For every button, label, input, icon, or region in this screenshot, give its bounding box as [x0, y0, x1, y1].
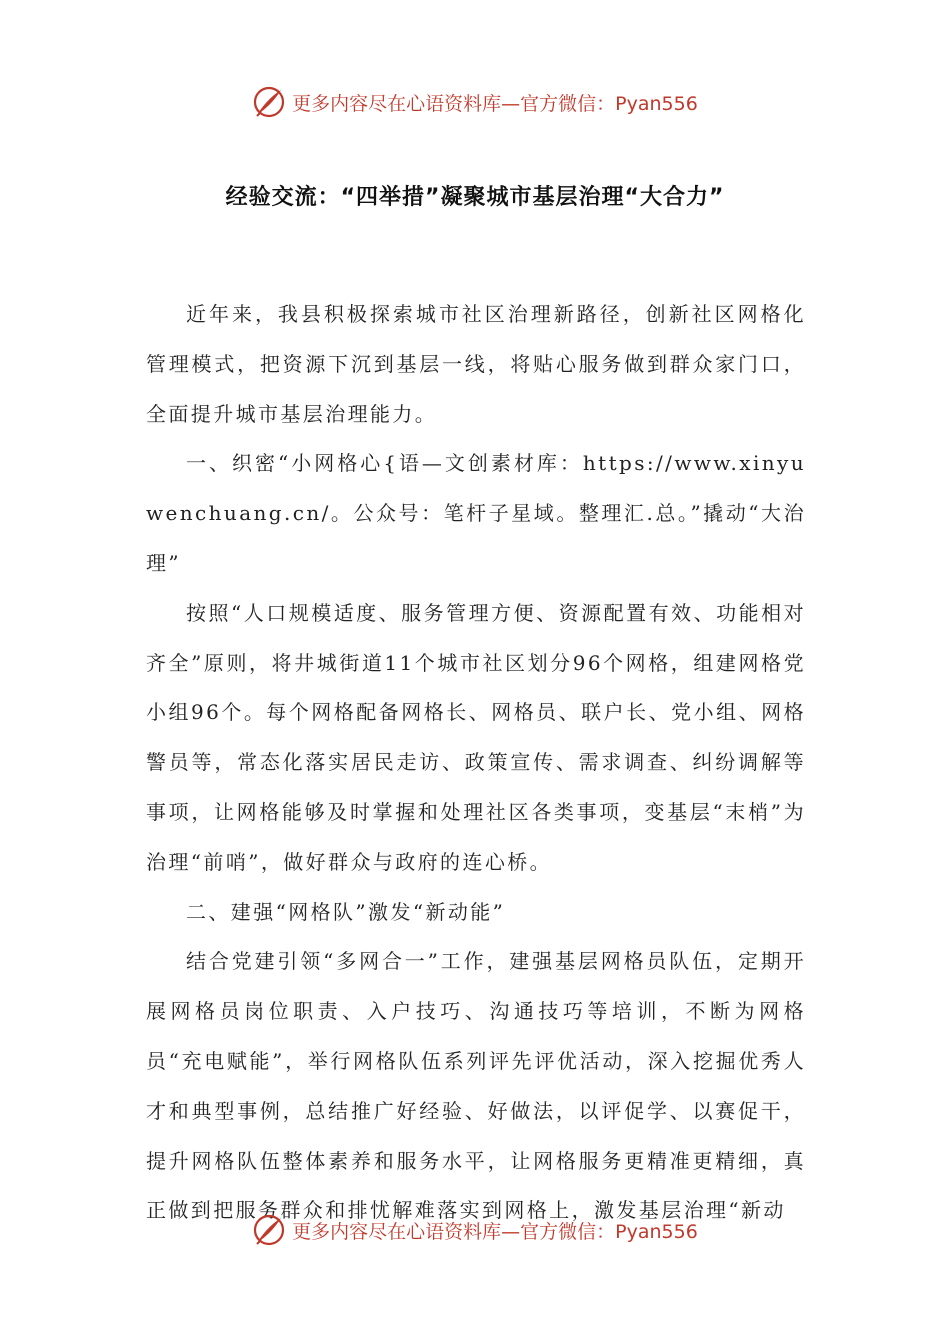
section-heading-2: 二、建强“网格队”激发“新动能” — [186, 899, 506, 924]
footer-banner-text: 更多内容尽在心语资料库—官方微信：Pyan556 — [292, 1220, 698, 1243]
footer-banner — [0, 1210, 950, 1250]
document-body — [146, 290, 806, 1236]
document-title: 经验交流：“四举措”凝聚城市基层治理“大合力” — [225, 185, 725, 210]
paragraph-section-2: 结合党建引领“多网合一”工作，建强基层网格员队伍，定期开展网格员岗位职责、入户技巧、沟通技巧等培训，不断为网格员“充电赋能”，举行网格队伍系列评先评优活动，深入挖掘优秀人才和典型事例，总结推广好经验、好做法，以评促学、以赛促干，提升网格队伍整体素养和服务水平，让网格服务更精准更精细，真正做到把服务群众和排忧解难落实到网格上，激发基层治理“新动 — [146, 949, 806, 1223]
paragraph-section-1: 按照“人口规模适度、服务管理方便、资源配置有效、功能相对齐全”原则，将井城街道11个城市社区划分96个网格，组建网格党小组96个。每个网格配备网格长、网格员、联户长、党小组、网格警员等，常态化落实居民走访、政策宣传、需求调查、纠纷调解等事项，让网格能够及时掌握和处理社区各类事项，变基层“末梢”为治理“前哨”，做好群众与政府的连心桥。 — [146, 600, 806, 874]
quill-pen-logo-icon — [252, 85, 286, 119]
quill-pen-logo-icon — [252, 1213, 286, 1247]
header-banner — [0, 82, 950, 122]
paragraph-intro: 近年来，我县积极探索城市社区治理新路径，创新社区网格化管理模式，把资源下沉到基层一线，将贴心服务做到群众家门口，全面提升城市基层治理能力。 — [146, 302, 806, 426]
header-banner-text: 更多内容尽在心语资料库—官方微信：Pyan556 — [292, 92, 698, 115]
section-heading-1: 一、织密“小网格心{语—文创素材库：https://www.xinyuwenchuang.cn/。公众号：笔杆子星域。整理汇.总。”撬动“大治理” — [146, 451, 806, 575]
